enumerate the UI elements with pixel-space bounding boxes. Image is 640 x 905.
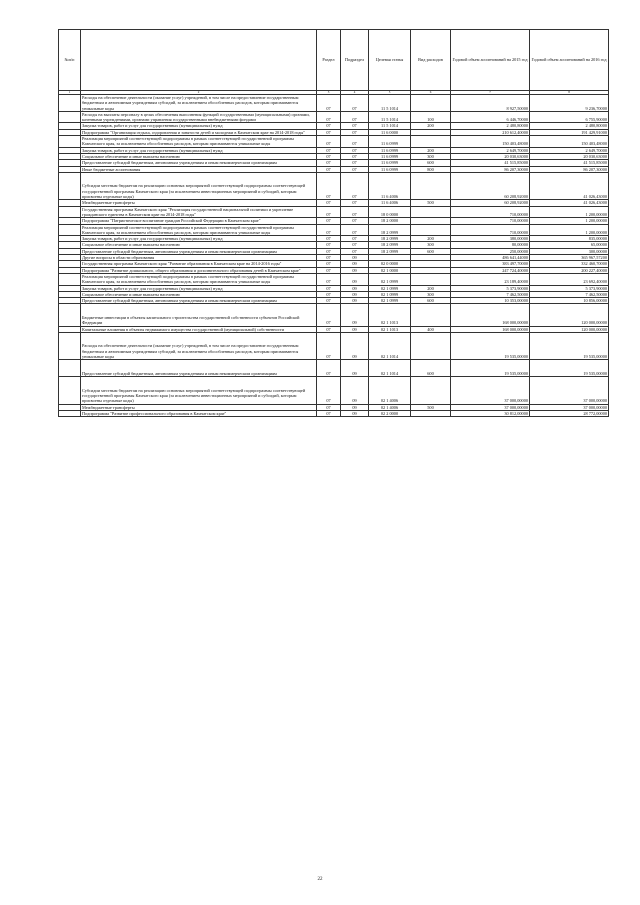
- cell-amount-2015: 8 927,50000: [451, 95, 530, 112]
- table-row: [59, 304, 609, 326]
- column-number: 6: [411, 91, 451, 95]
- cell-amount-2016: 9 236,70000: [530, 95, 609, 112]
- cell-razdel: 07: [317, 123, 341, 129]
- cell-expense-name: Закупка товаров, работ и услуг для государственных (муниципальных) нужд: [81, 123, 317, 129]
- cell-razdel: 07: [317, 267, 341, 273]
- cell-expense-type: [411, 411, 451, 417]
- cell-target-article: 11 6 0000: [369, 129, 411, 135]
- cell-razdel: 07: [317, 166, 341, 172]
- cell-target-article: 18 2 0999: [369, 242, 411, 248]
- cell-amount-2015: 5 373,90000: [451, 285, 530, 291]
- cell-num: [59, 273, 81, 285]
- cell-podrazdel: 07: [341, 200, 369, 206]
- cell-amount-2016: 2 480,80000: [530, 123, 609, 129]
- cell-podrazdel: 09: [341, 267, 369, 273]
- cell-target-article: 02 1 0999: [369, 285, 411, 291]
- cell-num: [59, 377, 81, 404]
- cell-amount-2015: 210 612,40000: [451, 129, 530, 135]
- cell-expense-type: [411, 172, 451, 199]
- cell-amount-2015: 86 207,30000: [451, 166, 530, 172]
- cell-amount-2016: 6 755,90000: [530, 111, 609, 123]
- table-row: [59, 224, 609, 236]
- cell-expense-type: 500: [411, 404, 451, 410]
- cell-expense-type: [411, 95, 451, 112]
- cell-target-article: 02 1 4006: [369, 404, 411, 410]
- cell-podrazdel: 07: [341, 166, 369, 172]
- cell-amount-2016: 65,00000: [530, 242, 609, 248]
- cell-target-article: 11 6 4006: [369, 172, 411, 199]
- cell-target-article: 02 1 1013: [369, 326, 411, 332]
- column-number: 2: [81, 91, 317, 95]
- cell-podrazdel: 07: [341, 236, 369, 242]
- cell-target-article: 18 2 0999: [369, 236, 411, 242]
- cell-expense-name: Социальное обеспечение и иные выплаты населению: [81, 291, 317, 297]
- table-row: [59, 273, 609, 285]
- cell-razdel: 07: [317, 285, 341, 291]
- cell-razdel: 07: [317, 273, 341, 285]
- cell-num: [59, 411, 81, 417]
- cell-amount-2015: 486 641,44000: [451, 255, 530, 261]
- table-header-row: [59, 30, 609, 91]
- cell-razdel: 07: [317, 248, 341, 254]
- cell-num: [59, 224, 81, 236]
- cell-razdel: 07: [317, 326, 341, 332]
- cell-amount-2016: 191 429,91000: [530, 129, 609, 135]
- cell-amount-2015: 6 446,70000: [451, 111, 530, 123]
- cell-expense-name: Социальное обеспечение и иные выплаты населению: [81, 242, 317, 248]
- cell-expense-name: Предоставление субсидий бюджетным, автономным учреждениям и иным некоммерческим организациям: [81, 360, 317, 377]
- cell-expense-name: Закупка товаров, работ и услуг для государственных (муниципальных) нужд: [81, 147, 317, 153]
- cell-amount-2016: 120 000,00000: [530, 304, 609, 326]
- cell-expense-name: Подпрограмма "Организация отдыха, оздоровления и занятости детей и молодежи в Камчатском крае на 2014-2018 годы": [81, 129, 317, 135]
- cell-amount-2016: 200 227,40000: [530, 267, 609, 273]
- cell-expense-name: Другие вопросы в области образования: [81, 255, 317, 261]
- header-razdel: Раздел: [317, 30, 341, 91]
- cell-razdel: 07: [317, 136, 341, 148]
- cell-expense-name: Закупка товаров, работ и услуг для государственных (муниципальных) нужд: [81, 236, 317, 242]
- cell-expense-name: Реализация мероприятий соответствующей подпрограммы в рамках соответствующей государственной программы Камчатского края, за исключением обособленных расходов, которым присваиваются уникальные коды: [81, 224, 317, 236]
- cell-amount-2016: 1 200,00000: [530, 206, 609, 218]
- cell-podrazdel: 09: [341, 261, 369, 267]
- cell-num: [59, 136, 81, 148]
- cell-amount-2015: 23 189,40000: [451, 273, 530, 285]
- cell-target-article: 02 1 1014: [369, 360, 411, 377]
- cell-razdel: 07: [317, 218, 341, 224]
- cell-num: [59, 360, 81, 377]
- cell-num: [59, 332, 81, 359]
- cell-podrazdel: 09: [341, 285, 369, 291]
- cell-amount-2016: 37 000,00000: [530, 404, 609, 410]
- table-row: [59, 206, 609, 218]
- cell-podrazdel: 09: [341, 273, 369, 285]
- column-number: 7: [451, 91, 530, 95]
- cell-podrazdel: 07: [341, 248, 369, 254]
- cell-amount-2015: 168 000,00000: [451, 304, 530, 326]
- cell-expense-name: Социальное обеспечение и иные выплаты населению: [81, 153, 317, 159]
- cell-podrazdel: 09: [341, 377, 369, 404]
- cell-expense-type: [411, 332, 451, 359]
- cell-razdel: 07: [317, 298, 341, 304]
- cell-expense-type: 500: [411, 200, 451, 206]
- cell-amount-2016: 28 772,00000: [530, 411, 609, 417]
- cell-expense-type: [411, 136, 451, 148]
- cell-amount-2016: 41 515,85000: [530, 160, 609, 166]
- cell-target-article: 11 5 1014: [369, 95, 411, 112]
- cell-razdel: 07: [317, 160, 341, 166]
- cell-amount-2015: 7 462,50000: [451, 291, 530, 297]
- cell-podrazdel: 07: [341, 123, 369, 129]
- cell-razdel: 07: [317, 411, 341, 417]
- header-2016: Годовой объем ассигнований на 2016 год: [530, 30, 609, 91]
- cell-amount-2015: 37 000,00000: [451, 404, 530, 410]
- cell-razdel: 07: [317, 200, 341, 206]
- cell-expense-type: 600: [411, 298, 451, 304]
- cell-target-article: 11 6 4006: [369, 200, 411, 206]
- cell-expense-type: 300: [411, 153, 451, 159]
- cell-amount-2016: 5 373,90000: [530, 285, 609, 291]
- cell-podrazdel: 07: [341, 153, 369, 159]
- cell-amount-2015: 41 515,85000: [451, 160, 530, 166]
- cell-target-article: 02 1 0000: [369, 267, 411, 273]
- table-row: [59, 411, 609, 417]
- cell-amount-2015: 80,00000: [451, 242, 530, 248]
- cell-razdel: 07: [317, 224, 341, 236]
- table-row: [59, 360, 609, 377]
- cell-podrazdel: 09: [341, 411, 369, 417]
- cell-amount-2016: 19 535,00000: [530, 332, 609, 359]
- cell-num: [59, 206, 81, 218]
- cell-amount-2015: 60 208,92000: [451, 200, 530, 206]
- cell-podrazdel: 07: [341, 129, 369, 135]
- cell-expense-name: Бюджетные инвестиции в объекты капитального строительства государственной собственности субъектов Российской Федерации: [81, 304, 317, 326]
- cell-razdel: 07: [317, 261, 341, 267]
- cell-target-article: 11 5 1014: [369, 123, 411, 129]
- cell-amount-2016: 23 692,40000: [530, 273, 609, 285]
- table-body: [59, 95, 609, 417]
- cell-expense-name: Предоставление субсидий бюджетным, автономным учреждениям и иным некоммерческим организациям: [81, 248, 317, 254]
- cell-amount-2016: 2 649,70000: [530, 147, 609, 153]
- cell-target-article: 18 2 0999: [369, 224, 411, 236]
- cell-expense-name: Реализация мероприятий соответствующей подпрограммы в рамках соответствующей государственной программы Камчатского края, за исключением обособленных расходов, которым присваиваются уникальные коды: [81, 273, 317, 285]
- cell-target-article: 02 1 1014: [369, 332, 411, 359]
- cell-razdel: 07: [317, 332, 341, 359]
- cell-amount-2015: 20 030,63000: [451, 153, 530, 159]
- cell-podrazdel: 07: [341, 242, 369, 248]
- cell-amount-2016: 41 026,43000: [530, 200, 609, 206]
- cell-expense-name: Закупка товаров, работ и услуг для государственных (муниципальных) нужд: [81, 285, 317, 291]
- cell-podrazdel: 09: [341, 304, 369, 326]
- table-row: [59, 332, 609, 359]
- cell-podrazdel: 07: [341, 206, 369, 218]
- cell-amount-2015: 383 497,70000: [451, 261, 530, 267]
- cell-target-article: 02 2 0000: [369, 411, 411, 417]
- column-number: 5: [369, 91, 411, 95]
- cell-target-article: 18 0 0000: [369, 206, 411, 218]
- cell-expense-type: 300: [411, 242, 451, 248]
- cell-target-article: 02 1 0999: [369, 291, 411, 297]
- cell-target-article: 02 0 0000: [369, 261, 411, 267]
- cell-razdel: 07: [317, 360, 341, 377]
- header-podrazdel: Подраздел: [341, 30, 369, 91]
- cell-razdel: 07: [317, 255, 341, 261]
- table-row: [59, 111, 609, 123]
- cell-target-article: 02 1 1013: [369, 304, 411, 326]
- column-number: 4: [341, 91, 369, 95]
- cell-podrazdel: 09: [341, 291, 369, 297]
- cell-expense-name: Реализация мероприятий соответствующей подпрограммы в рамках соответствующей государственной программы Камчатского края, за исключением обособленных расходов, которым присваиваются уникальные коды: [81, 136, 317, 148]
- cell-amount-2016: 10 856,00000: [530, 298, 609, 304]
- cell-expense-type: 400: [411, 326, 451, 332]
- cell-expense-type: 200: [411, 123, 451, 129]
- header-vr: Вид расходов: [411, 30, 451, 91]
- cell-amount-2015: 37 000,00000: [451, 377, 530, 404]
- cell-target-article: 11 6 0999: [369, 160, 411, 166]
- header-csr: Целевая статья: [369, 30, 411, 91]
- cell-expense-type: [411, 273, 451, 285]
- cell-expense-type: 200: [411, 285, 451, 291]
- page-number: 22: [317, 877, 323, 882]
- cell-razdel: 07: [317, 304, 341, 326]
- cell-num: [59, 95, 81, 112]
- cell-target-article: 11 6 0999: [369, 136, 411, 148]
- cell-amount-2015: 19 535,00000: [451, 332, 530, 359]
- column-number: 3: [317, 91, 341, 95]
- cell-amount-2016: 1 200,00000: [530, 224, 609, 236]
- cell-expense-name: Субсидии местным бюджетам на реализацию основных мероприятий соответствующей подпрограммы соответствующей государственной программы Камчатского края (за исключением инвестиционных мероприятий и субсидий, которым присвоены отдельные коды): [81, 377, 317, 404]
- cell-amount-2016: 120 000,00000: [530, 326, 609, 332]
- header-num: №п/п: [59, 30, 81, 91]
- cell-expense-name: Межбюджетные трансферты: [81, 404, 317, 410]
- cell-amount-2015: 2 649,70000: [451, 147, 530, 153]
- cell-amount-2016: 7 462,50000: [530, 291, 609, 297]
- cell-expense-name: Подпрограмма "Развитие профессионального образования в Камчатском крае": [81, 411, 317, 417]
- cell-podrazdel: 09: [341, 404, 369, 410]
- cell-target-article: 18 2 0000: [369, 218, 411, 224]
- table-row: [59, 172, 609, 199]
- cell-amount-2016: 332 460,70000: [530, 261, 609, 267]
- cell-target-article: 11 6 0999: [369, 166, 411, 172]
- cell-expense-name: Расходы на выплаты персоналу в целях обеспечения выполнения функций государственными (муниципальными) органами, казенными учреждениями, органами управления государственными внебюджетными фондами: [81, 111, 317, 123]
- cell-amount-2016: 300,00000: [530, 248, 609, 254]
- table-row: [59, 95, 609, 112]
- cell-razdel: 07: [317, 236, 341, 242]
- cell-podrazdel: 07: [341, 172, 369, 199]
- cell-razdel: 07: [317, 404, 341, 410]
- cell-amount-2016: 20 030,63000: [530, 153, 609, 159]
- cell-amount-2015: 380,00000: [451, 236, 530, 242]
- cell-podrazdel: 09: [341, 360, 369, 377]
- table-row: [59, 136, 609, 148]
- cell-amount-2015: 250,00000: [451, 248, 530, 254]
- cell-expense-name: Расходы на обеспечение деятельности (оказание услуг) учреждений, в том числе на предоставление государственным бюджетным и автономным учреждениям субсидий, за исключением обособленных расходов, которым присваиваются уникальные коды: [81, 332, 317, 359]
- cell-amount-2015: 2 480,80000: [451, 123, 530, 129]
- cell-podrazdel: 09: [341, 332, 369, 359]
- cell-num: [59, 304, 81, 326]
- cell-amount-2015: 60 208,92000: [451, 172, 530, 199]
- cell-razdel: 07: [317, 153, 341, 159]
- cell-expense-type: 200: [411, 147, 451, 153]
- cell-expense-type: 200: [411, 236, 451, 242]
- cell-expense-name: Иные бюджетные ассигнования: [81, 166, 317, 172]
- cell-expense-name: Расходы на обеспечение деятельности (оказание услуг) учреждений, в том числе на предоставление государственным бюджетным и автономным учреждениям субсидий, за исключением обособленных расходов, которым присваиваются уникальные коды: [81, 95, 317, 112]
- header-name: [81, 30, 317, 91]
- column-number: 8: [530, 91, 609, 95]
- cell-razdel: 07: [317, 206, 341, 218]
- cell-razdel: 07: [317, 172, 341, 199]
- cell-num: [59, 172, 81, 199]
- cell-expense-name: Предоставление субсидий бюджетным, автономным учреждениям и иным некоммерческим организациям: [81, 298, 317, 304]
- cell-amount-2016: 41 026,43000: [530, 172, 609, 199]
- cell-amount-2016: 150 403,48000: [530, 136, 609, 148]
- table-row: [59, 377, 609, 404]
- cell-expense-name: Предоставление субсидий бюджетным, автономным учреждениям и иным некоммерческим организациям: [81, 160, 317, 166]
- cell-podrazdel: 07: [341, 95, 369, 112]
- cell-expense-type: 300: [411, 291, 451, 297]
- cell-amount-2015: 247 724,40000: [451, 267, 530, 273]
- cell-expense-type: [411, 224, 451, 236]
- cell-amount-2016: 1 200,00000: [530, 218, 609, 224]
- cell-expense-type: [411, 206, 451, 218]
- cell-podrazdel: 07: [341, 160, 369, 166]
- column-number: 1: [59, 91, 81, 95]
- cell-target-article: 02 1 0999: [369, 273, 411, 285]
- cell-amount-2015: 168 000,00000: [451, 326, 530, 332]
- cell-amount-2015: 150 403,48000: [451, 136, 530, 148]
- cell-podrazdel: 07: [341, 111, 369, 123]
- cell-target-article: 02 1 4006: [369, 377, 411, 404]
- cell-amount-2015: 710,00000: [451, 206, 530, 218]
- cell-expense-type: 800: [411, 166, 451, 172]
- header-2015: Годовой объем ассигнований на 2015 год: [451, 30, 530, 91]
- cell-expense-type: 600: [411, 360, 451, 377]
- cell-target-article: 11 6 0999: [369, 147, 411, 153]
- cell-expense-type: 600: [411, 160, 451, 166]
- cell-expense-name: Капитальные вложения в объекты недвижимого имущества государственной (муниципальной) собственности: [81, 326, 317, 332]
- cell-amount-2016: 37 000,00000: [530, 377, 609, 404]
- cell-expense-type: 600: [411, 248, 451, 254]
- cell-expense-name: Подпрограмма "Патриотическое воспитание граждан Российской Федерации в Камчатском крае": [81, 218, 317, 224]
- cell-expense-name: Государственная программа Камчатского края "Развитие образования в Камчатском крае на 2014-2016 годы": [81, 261, 317, 267]
- cell-expense-name: Государственная программа Камчатского края "Реализация государственной национальной политики и укрепление гражданского единства в Камчатском крае на 2014-2018 годы": [81, 206, 317, 218]
- cell-podrazdel: 07: [341, 147, 369, 153]
- cell-expense-name: Субсидии местным бюджетам на реализацию основных мероприятий соответствующей подпрограммы соответствующей государственной программы Камчатского края (за исключением инвестиционных мероприятий и субсидий, которым присвоены отдельные коды): [81, 172, 317, 199]
- cell-amount-2015: 10 353,00000: [451, 298, 530, 304]
- cell-razdel: 07: [317, 95, 341, 112]
- cell-expense-name: Подпрограмма "Развитие дошкольного, общего образования и дополнительного образования детей в Камчатском крае": [81, 267, 317, 273]
- budget-allocation-table: [58, 29, 609, 417]
- cell-amount-2016: 86 207,30000: [530, 166, 609, 172]
- cell-podrazdel: 09: [341, 255, 369, 261]
- cell-amount-2015: 30 812,00000: [451, 411, 530, 417]
- cell-expense-type: [411, 304, 451, 326]
- cell-razdel: 07: [317, 147, 341, 153]
- cell-target-article: 02 1 0999: [369, 298, 411, 304]
- cell-podrazdel: 09: [341, 298, 369, 304]
- cell-expense-name: Межбюджетные трансферты: [81, 200, 317, 206]
- cell-amount-2016: 365 967,57200: [530, 255, 609, 261]
- cell-num: [59, 111, 81, 123]
- cell-razdel: 07: [317, 129, 341, 135]
- cell-podrazdel: 07: [341, 224, 369, 236]
- cell-expense-type: 100: [411, 111, 451, 123]
- cell-podrazdel: 09: [341, 326, 369, 332]
- cell-razdel: 07: [317, 111, 341, 123]
- cell-razdel: 07: [317, 291, 341, 297]
- cell-razdel: 07: [317, 242, 341, 248]
- cell-amount-2015: 710,00000: [451, 224, 530, 236]
- cell-expense-type: [411, 377, 451, 404]
- cell-podrazdel: 07: [341, 136, 369, 148]
- cell-razdel: 07: [317, 377, 341, 404]
- cell-amount-2015: 710,00000: [451, 218, 530, 224]
- cell-amount-2015: 19 535,00000: [451, 360, 530, 377]
- cell-target-article: 11 6 0999: [369, 153, 411, 159]
- cell-amount-2016: 19 535,00000: [530, 360, 609, 377]
- cell-amount-2016: 835,00000: [530, 236, 609, 242]
- cell-target-article: 11 5 1014: [369, 111, 411, 123]
- cell-target-article: 18 2 0999: [369, 248, 411, 254]
- cell-podrazdel: 07: [341, 218, 369, 224]
